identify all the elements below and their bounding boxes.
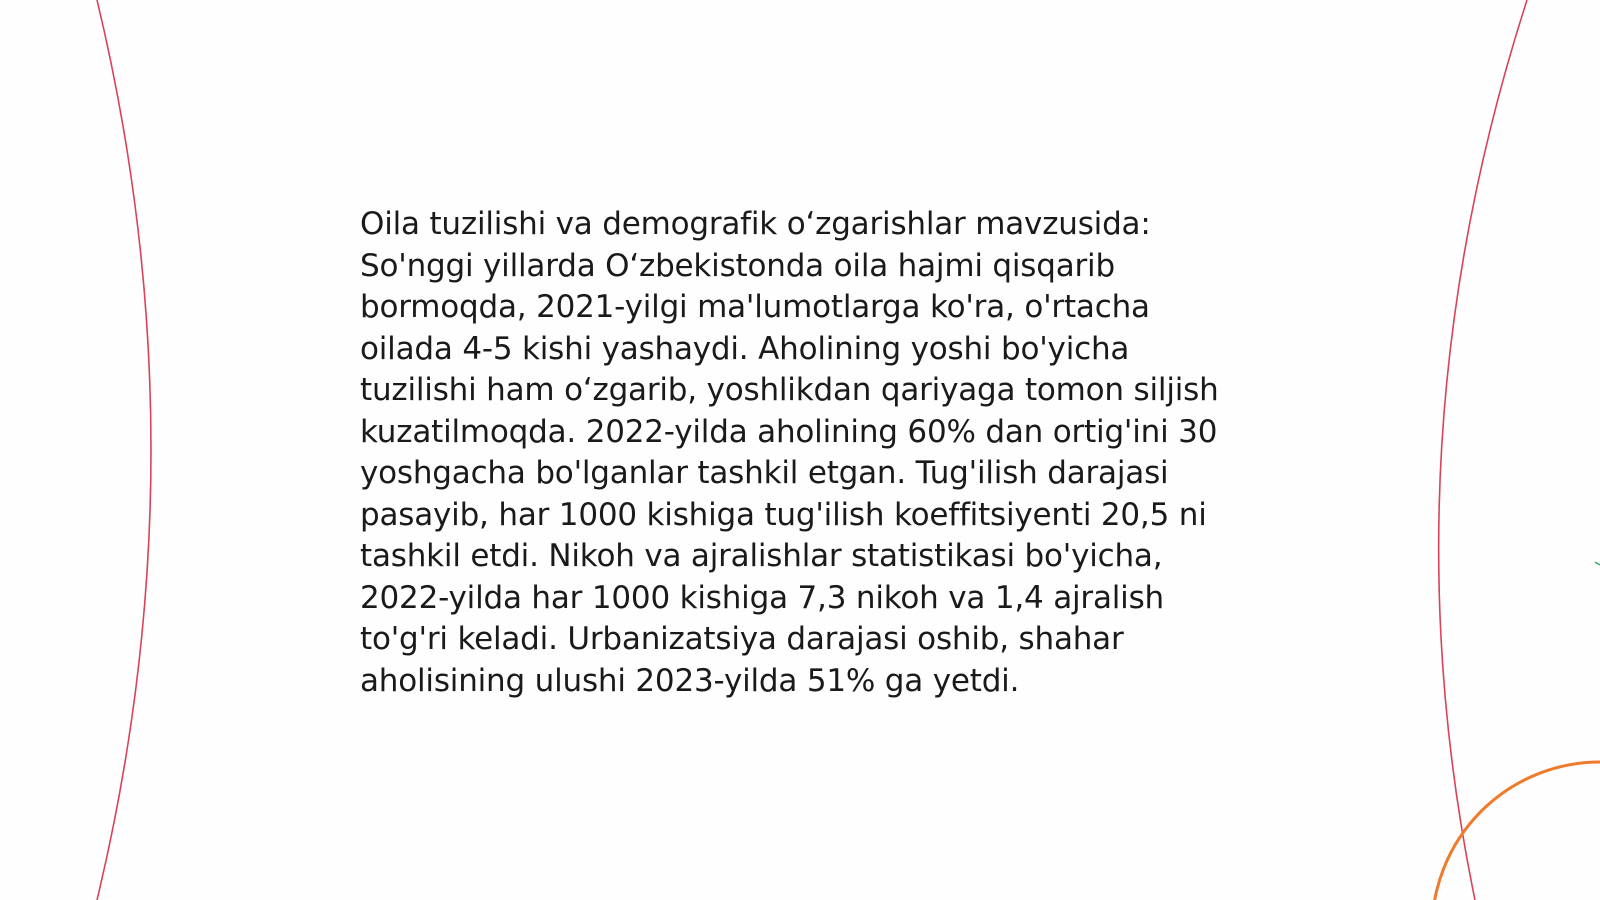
left-arc-decoration — [97, 0, 151, 900]
right-arc-decoration — [1439, 0, 1527, 900]
corner-circle-decoration — [1432, 762, 1600, 900]
accent-tick-decoration — [1595, 562, 1600, 565]
body-paragraph: Oila tuzilishi va demografik oʻzgarishlar mavzusida: So'nggi yillarda Oʻzbekistonda oila hajmi qisqarib bormoqda, 2021-yilgi ma'lumotlarga ko'ra, o'rtacha oilada 4-5 kishi yashaydi. Aholining yoshi bo'yicha tuzilishi ham oʻzgarib, yoshlikdan qariyaga tomon siljish kuzatilmoqda. 2022-yilda aholining 60% dan ortig'ini 30 yoshgacha bo'lganlar tashkil etgan. Tug'ilish darajasi pasayib, har 1000 kishiga tug'ilish koeffitsiyenti 20,5 ni tashkil etdi. Nikoh va ajralishlar statistikasi bo'yicha, 2022-yilda har 1000 kishiga 7,3 nikoh va 1,4 ajralish to'g'ri keladi. Urbanizatsiya darajasi oshib, shahar aholisining ulushi 2023-yilda 51% ga yetdi. — [360, 206, 1219, 699]
